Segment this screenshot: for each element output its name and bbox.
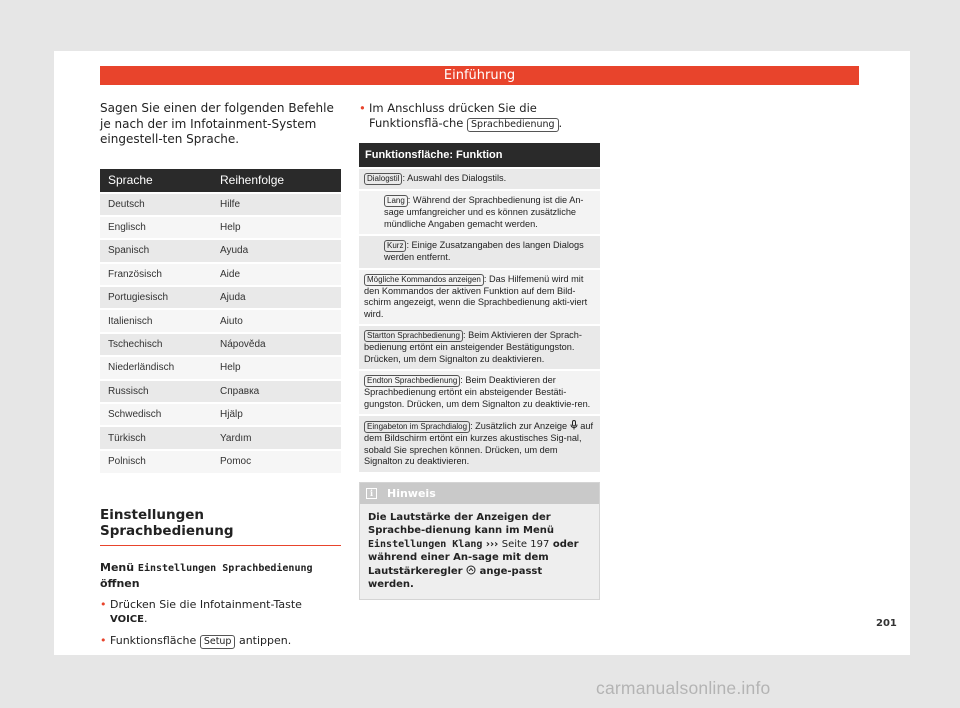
show-commands-button[interactable]: Mögliche Kommandos anzeigen	[364, 274, 484, 286]
command-cell: Help	[212, 216, 341, 239]
hint-arrows: ›››	[485, 538, 499, 550]
step2-end: antippen.	[238, 634, 292, 648]
row-text-continued: auf dem Bildschirm ertönt ein kurzes akustisches Sig-nal, sobald Sie sprechen können. Drücken, um dem Signalton zu deaktivieren.	[364, 421, 594, 466]
watermark: carmanualsonline.info	[596, 678, 771, 698]
hint-box	[359, 482, 600, 600]
volume-knob-icon	[466, 565, 476, 575]
column-header-language: Sprache	[100, 169, 212, 193]
setup-button[interactable]: Setup	[200, 635, 236, 649]
step2-text: Funktionsfläche	[110, 634, 197, 648]
table-row	[100, 216, 341, 239]
command-cell: Aiuto	[212, 309, 341, 332]
language-cell: Schwedisch	[100, 403, 212, 426]
hint-header	[360, 483, 599, 504]
list-item	[359, 324, 600, 369]
language-cell: Niederländisch	[100, 356, 212, 379]
table-row	[100, 403, 341, 426]
left-column	[100, 101, 341, 649]
table-row	[100, 193, 341, 216]
command-cell: Ayuda	[212, 239, 341, 262]
hint-title: Hinweis	[387, 486, 436, 500]
intro-text: Sagen Sie einen der folgenden Befehle je nach der im Infotainment-System eingestell-ten Sprache.	[100, 101, 334, 146]
language-cell: Spanisch	[100, 239, 212, 262]
bullet-icon: •	[359, 101, 366, 115]
table-row	[100, 263, 341, 286]
list-item	[359, 268, 600, 325]
command-cell: Hjälp	[212, 403, 341, 426]
hint-text: Die Lautstärke der Anzeigen der Sprachbe-dienung kann im Menü	[368, 511, 554, 536]
menu-name: Einstellungen Sprachbedienung	[137, 563, 313, 575]
command-cell: Ajuda	[212, 286, 341, 309]
table-row	[100, 356, 341, 379]
column-header-command: Reihenfolge	[212, 169, 341, 193]
row-text: : Beim Aktivieren der Sprach-bedienung ertönt ein ansteigender Bestätigungston. Drücken, um dem Signalton zu deaktivieren.	[364, 330, 582, 364]
step-text	[369, 101, 600, 132]
bullet-icon: •	[100, 634, 107, 648]
command-cell: Nápověda	[212, 333, 341, 356]
language-cell: Türkisch	[100, 426, 212, 449]
bullet-end: .	[558, 116, 563, 130]
menu-suffix: öffnen	[100, 577, 140, 591]
command-cell: Справка	[212, 380, 341, 403]
input-tone-button[interactable]: Eingabeton im Sprachdialog	[364, 421, 470, 433]
bullet-icon: •	[100, 598, 107, 612]
info-icon: i	[366, 488, 377, 499]
page-number: 201	[876, 618, 897, 629]
row-text: : Zusätzlich zur Anzeige	[470, 421, 568, 431]
language-cell: Englisch	[100, 216, 212, 239]
list-item	[359, 414, 600, 472]
step-bullet	[100, 634, 341, 649]
bullet-text: Im Anschluss drücken Sie die Funktionsflä-che	[369, 101, 537, 130]
command-cell: Pomoc	[212, 450, 341, 473]
table-row	[100, 380, 341, 403]
language-cell: Französisch	[100, 263, 212, 286]
command-cell: Hilfe	[212, 193, 341, 216]
hint-text-3: ange-passt werden.	[368, 565, 543, 590]
list-item	[359, 369, 600, 414]
step-bullet	[359, 101, 600, 132]
row-text: : Einige Zusatzangaben des langen Dialogs werden entfernt.	[384, 240, 584, 262]
step1-text: Drücken Sie die Infotainment-Taste	[110, 598, 302, 612]
end-tone-button[interactable]: Endton Sprachbedienung	[364, 375, 460, 387]
language-cell: Polnisch	[100, 450, 212, 473]
table-row	[100, 450, 341, 473]
table-row	[100, 286, 341, 309]
hint-body	[360, 504, 599, 599]
chapter-header: Einführung	[100, 66, 859, 85]
dialog-style-button[interactable]: Dialogstil	[364, 173, 402, 185]
row-text: : Beim Deaktivieren der Sprachbedienung ertönt ein absteigender Bestäti-gungston. Drücken, um dem Signalton zu deaktivie-ren.	[364, 375, 591, 409]
long-dialog-button[interactable]: Lang	[384, 195, 408, 207]
function-table	[359, 143, 600, 472]
language-cell: Portugiesisch	[100, 286, 212, 309]
row-text: : Das Hilfemenü wird mit den Kommandos der aktiven Funktion auf dem Bild-schirm angezeigt, wenn die Sprachbedienung akti-viert wird.	[364, 273, 588, 319]
start-tone-button[interactable]: Startton Sprachbedienung	[364, 330, 463, 342]
right-column	[359, 101, 600, 600]
hint-menu-name: Einstellungen Klang	[368, 538, 483, 550]
menu-prefix: Menü	[100, 561, 135, 575]
short-dialog-button[interactable]: Kurz	[384, 240, 406, 252]
list-item	[359, 167, 600, 189]
list-item	[359, 234, 600, 268]
list-item	[359, 189, 600, 234]
command-cell: Help	[212, 356, 341, 379]
hint-text-2: oder während einer An-sage mit dem Lautstärkeregler	[368, 538, 579, 577]
voice-control-button[interactable]: Sprachbedienung	[467, 118, 559, 132]
row-text: : Auswahl des Dialogstils.	[402, 173, 507, 183]
language-command-table	[100, 169, 341, 474]
table-row	[100, 333, 341, 356]
table-row	[100, 309, 341, 332]
command-cell: Aide	[212, 263, 341, 286]
language-cell: Tschechisch	[100, 333, 212, 356]
table-header-row	[100, 169, 341, 193]
microphone-icon	[570, 420, 578, 430]
language-cell: Italienisch	[100, 309, 212, 332]
command-cell: Yardım	[212, 426, 341, 449]
row-text: : Während der Sprachbedienung ist die An-sage umfangreicher und es können zusätzliche mündliche Angaben gemacht werden.	[384, 195, 584, 229]
step-bullet	[100, 598, 341, 627]
language-cell: Deutsch	[100, 193, 212, 216]
menu-path	[100, 560, 341, 591]
table-row	[100, 239, 341, 262]
language-cell: Russisch	[100, 380, 212, 403]
step1-end: .	[143, 612, 148, 626]
voice-key-icon: VOICE	[110, 614, 144, 626]
step-text	[110, 634, 291, 649]
table-row	[100, 426, 341, 449]
function-table-header: Funktionsfläche: Funktion	[359, 143, 600, 167]
page-reference-link[interactable]: Seite 197	[501, 538, 550, 550]
step-text	[110, 598, 341, 627]
section-title: Einstellungen Sprachbedienung	[100, 507, 341, 546]
